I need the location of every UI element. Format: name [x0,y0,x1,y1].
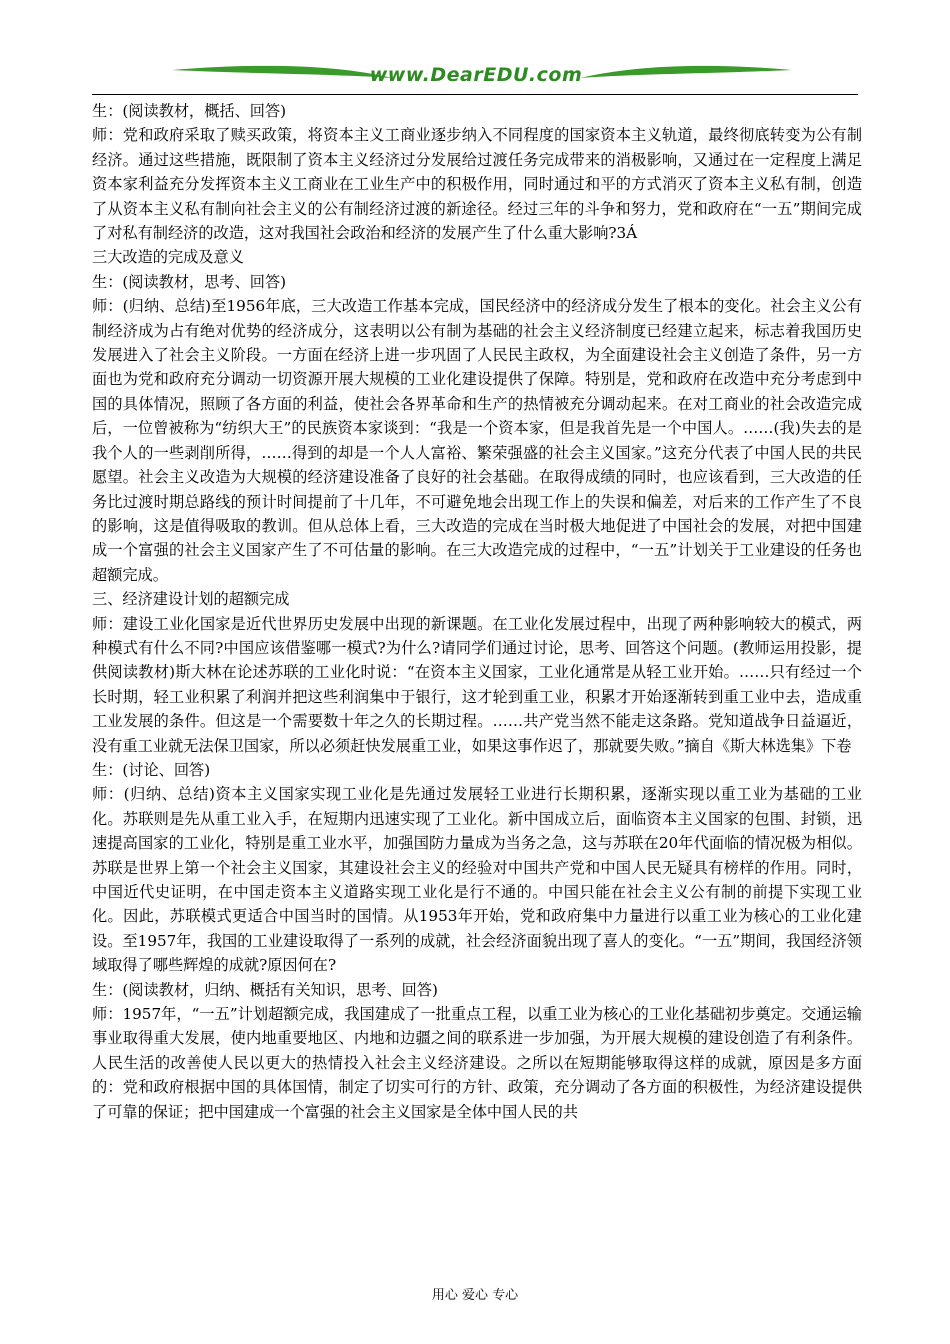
header-divider [92,94,858,95]
paragraph: 师：(归纳、总结)至1956年底，三大改造工作基本完成，国民经济中的经济成分发生了根本的变化。社会主义公有制经济成为占有绝对优势的经济成分，这表明以公有制为基础的社会主义经济制度已经建立起来，标志着我国历史发展进入了社会主义阶段。一方面在经济上进一步巩固了人民民主政权，为全面建设社会主义创造了条件，另一方面也为党和政府充分调动一切资源开展大规模的工业化建设提供了保障。特别是，党和政府在改造中充分考虑到中国的具体情况，照顾了各方面的利益，使社会各界革命和生产的热情被充分调动起来。在对工商业的社会改造完成后，一位曾被称为“纺织大王”的民族资本家谈到：“我是一个资本家，但是我首先是一个中国人。……(我)失去的是我个人的一些剥削所得，……得到的却是一个人人富裕、繁荣强盛的社会主义国家。”这充分代表了中国人民的共民愿望。社会主义改造为大规模的经济建设准备了良好的社会基础。在取得成绩的同时，也应该看到，三大改造的任务比过渡时期总路线的预计时间提前了十几年，不可避免地会出现工作上的失误和偏差，对后来的工作产生了不良的影响，这是值得吸取的教训。但从总体上看，三大改造的完成在当时极大地促进了中国社会的发展，对把中国建成一个富强的社会主义国家产生了不可估量的影响。在三大改造完成的过程中，“一五”计划关于工业建设的任务也超额完成。 [92,297,862,584]
paragraph: 师：(归纳、总结)资本主义国家实现工业化是先通过发展轻工业进行长期积累，逐渐实现以重工业为基础的工业化。苏联则是先从重工业入手，在短期内迅速实现了工业化。新中国成立后，面临资本主义国家的包围、封锁，迅速提高国家的工业化，特别是重工业水平，加强国防力量成为当务之急，这与苏联在20年代面临的情况极为相似。苏联是世界上第一个社会主义国家，其建设社会主义的经验对中国共产党和中国人民无疑具有榜样的作用。同时，中国近代史证明，在中国走资本主义道路实现工业化是行不通的。中国只能在社会主义公有制的前提下实现工业化。因此，苏联模式更适合中国当时的国情。从1953年开始，党和政府集中力量进行以重工业为核心的工业化建设。至1957年，我国的工业建设取得了一系列的成就，社会经济面貌出现了喜人的变化。“一五”期间，我国经济领域取得了哪些辉煌的成就?原因何在? [92,785,862,975]
paragraph: 师：1957年，“一五”计划超额完成，我国建成了一批重点工程，以重工业为核心的工业化基础初步奠定。交通运输事业取得重大发展，使内地重要地区、内地和边疆之间的联系进一步加强，为开展大规模的建设创造了有利条件。人民生活的改善使人民以更大的热情投入社会主义经济建设。之所以在短期能够取得这样的成就，原因是多方面的：党和政府根据中国的具体国情，制定了切实可行的方针、政策，充分调动了各方面的积极性，为经济建设提供了可靠的保证；把中国建成一个富强的社会主义国家是全体中国人民的共 [92,1005,862,1121]
page-footer: 用心 爱心 专心 [431,1288,519,1303]
site-header [92,56,860,96]
paragraph: 生：(阅读教材，思考、回答) [92,272,287,291]
site-logo-text[interactable]: www.DearEDU.com [369,64,583,86]
paragraph: 师：党和政府采取了赎买政策，将资本主义工商业逐步纳入不同程度的国家资本主义轨道，最终彻底转变为公有制经济。通过这些措施，既限制了资本主义经济过分发展给过渡任务完成带来的消极影响，又通过在一定程度上满足资本家利益充分发挥资本主义工商业在工业生产中的积极作用，同时通过和平的方式消灭了资本主义私有制，创造了从资本主义私有制向社会主义的公有制经济过渡的新途径。经过三年的斗争和努力，党和政府在“一五”期间完成了对私有制经济的改造，这对我国社会政治和经济的发展产生了什么重大影响?3Á [92,126,862,243]
paragraph: 生：(讨论、回答) [92,760,211,779]
section-heading: 三大改造的完成及意义 [92,248,244,267]
paragraph: 生：(阅读教材，归纳、概括有关知识，思考、回答) [92,980,438,999]
section-heading: 三、经济建设计划的超额完成 [92,590,290,609]
paragraph: 师：建设工业化国家是近代世界历史发展中出现的新课题。在工业化发展过程中，出现了两种影响较大的模式，两种模式有什么不同?中国应该借鉴哪一模式?为什么?请同学们通过讨论，思考、回答这个问题。(教师运用投影，提供阅读教材)斯大林在论述苏联的工业化时说：“在资本主义国家，工业化通常是从轻工业开始。……只有经过一个长时期，轻工业积累了利润并把这些利润集中于银行，这才轮到重工业，积累才开始逐渐转到重工业中去，造成重工业发展的条件。但这是一个需要数十年之久的长期过程。……共产党当然不能走这条路。党知道战争日益逼近，没有重工业就无法保卫国家，所以必须赶快发展重工业，如果这事作迟了，那就要失败。”摘自《斯大林选集》下卷 [92,614,862,755]
document-body [92,99,862,1124]
paragraph: 生：(阅读教材，概括、回答) [92,102,287,120]
